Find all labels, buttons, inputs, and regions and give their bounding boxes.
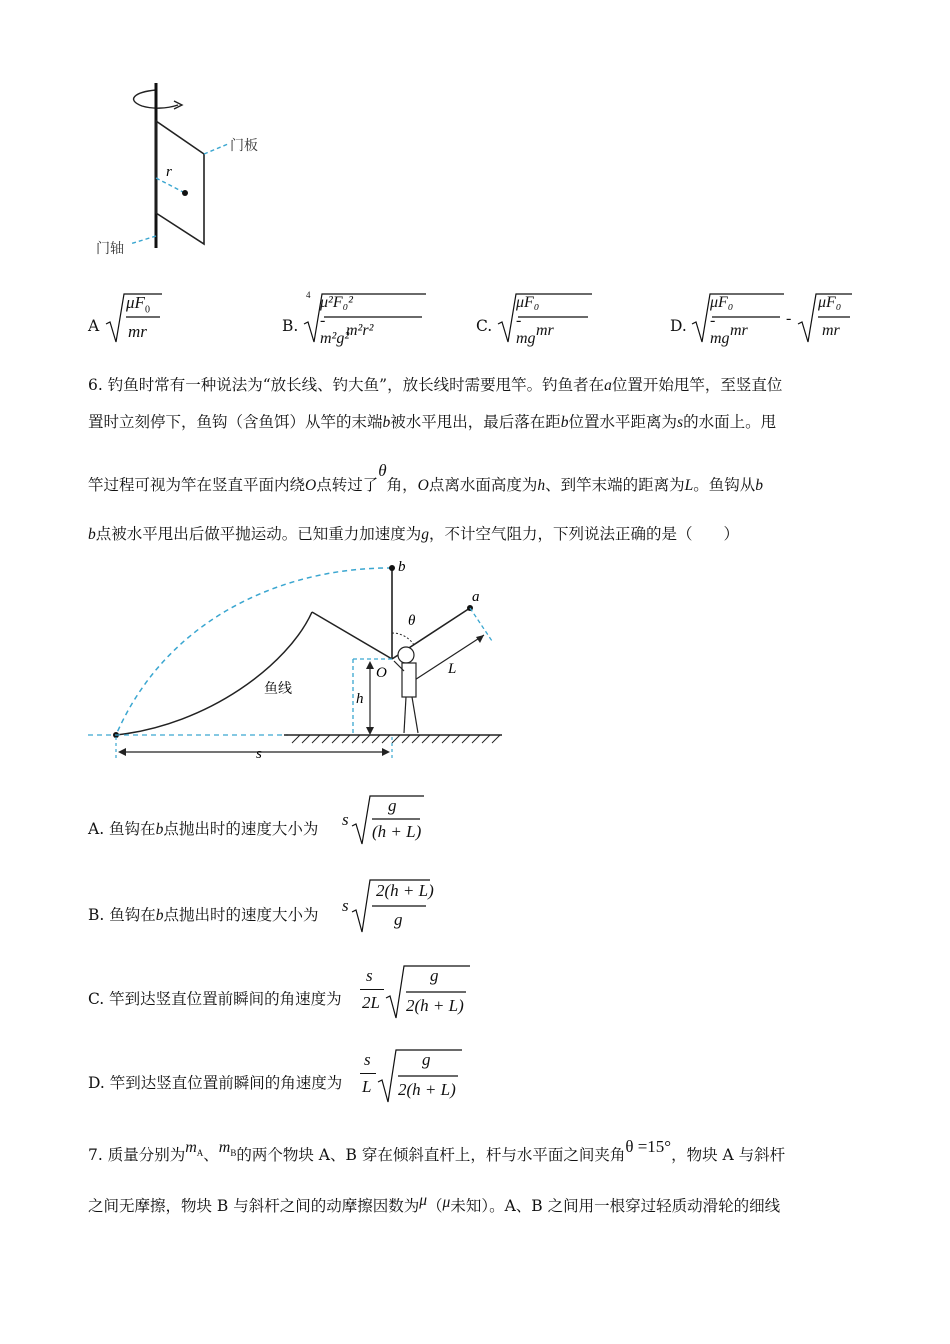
fishing-figure [88,555,518,770]
door-axis-label: 门轴 [96,241,124,257]
projectile-trajectory [116,568,392,735]
door-figure [90,78,290,263]
q7-line-2: 之间无摩擦，物块 B 与斜杆之间的动摩擦因数为μ（μ未知）。A、B 之间用一根穿过轻质动滑轮的细线 [88,1192,781,1215]
q6-line-1: 6. 钓鱼时常有一种说法为“放长线、钓大鱼”，放长线时需要甩竿。钓鱼者在a位置开始甩竿，至竖直位 [88,376,783,394]
door-plate-label: 门板 [230,138,258,154]
door-point [182,190,188,196]
a-label: a [472,589,480,605]
s-label: s [256,746,262,762]
q6-option-a[interactable]: A. 鱼钩在b点抛出时的速度大小为 s g (h + L) [88,792,488,848]
q6-line-4: b点被水平甩出后做平抛运动。已知重力加速度为g，不计空气阻力，下列说法正确的是（ ） [88,525,740,543]
q6-line-2: 置时立刻停下，鱼钩（含鱼饵）从竿的末端b被水平甩出，最后落在距b位置水平距离为s的水面上。甩 [88,413,777,431]
fishing-line [312,612,392,659]
q7-line-1: 7. 质量分别为$m_A$、$m_B$的两个物块 A、B 穿在倾斜直杆上，杆与水平面之间夹角θ =15°，物块 A 与斜杆 [88,1137,786,1164]
q6-line-3: 竿过程可视为竿在竖直平面内绕O点转过了θ角，O点离水面高度为h、到竿末端的距离为L。鱼钩从b [88,461,763,494]
r-label: r [166,164,172,180]
fisherman [394,647,418,733]
theta-label: θ [408,613,416,629]
fishing-line-label: 鱼线 [264,682,292,697]
q6-option-d[interactable]: D. 竿到达竖直位置前瞬间的角速度为 s L g 2(h + L) [88,1046,508,1106]
b-label: b [398,559,406,575]
q6-option-b[interactable]: B. 鱼钩在b点抛出时的速度大小为 s 2(h + L) g [88,876,488,936]
h-label: h [356,691,364,707]
O-label: O [376,665,387,681]
q6-option-c[interactable]: C. 竿到达竖直位置前瞬间的角速度为 s 2L g 2(h + L) [88,962,508,1022]
L-label: L [448,661,457,677]
